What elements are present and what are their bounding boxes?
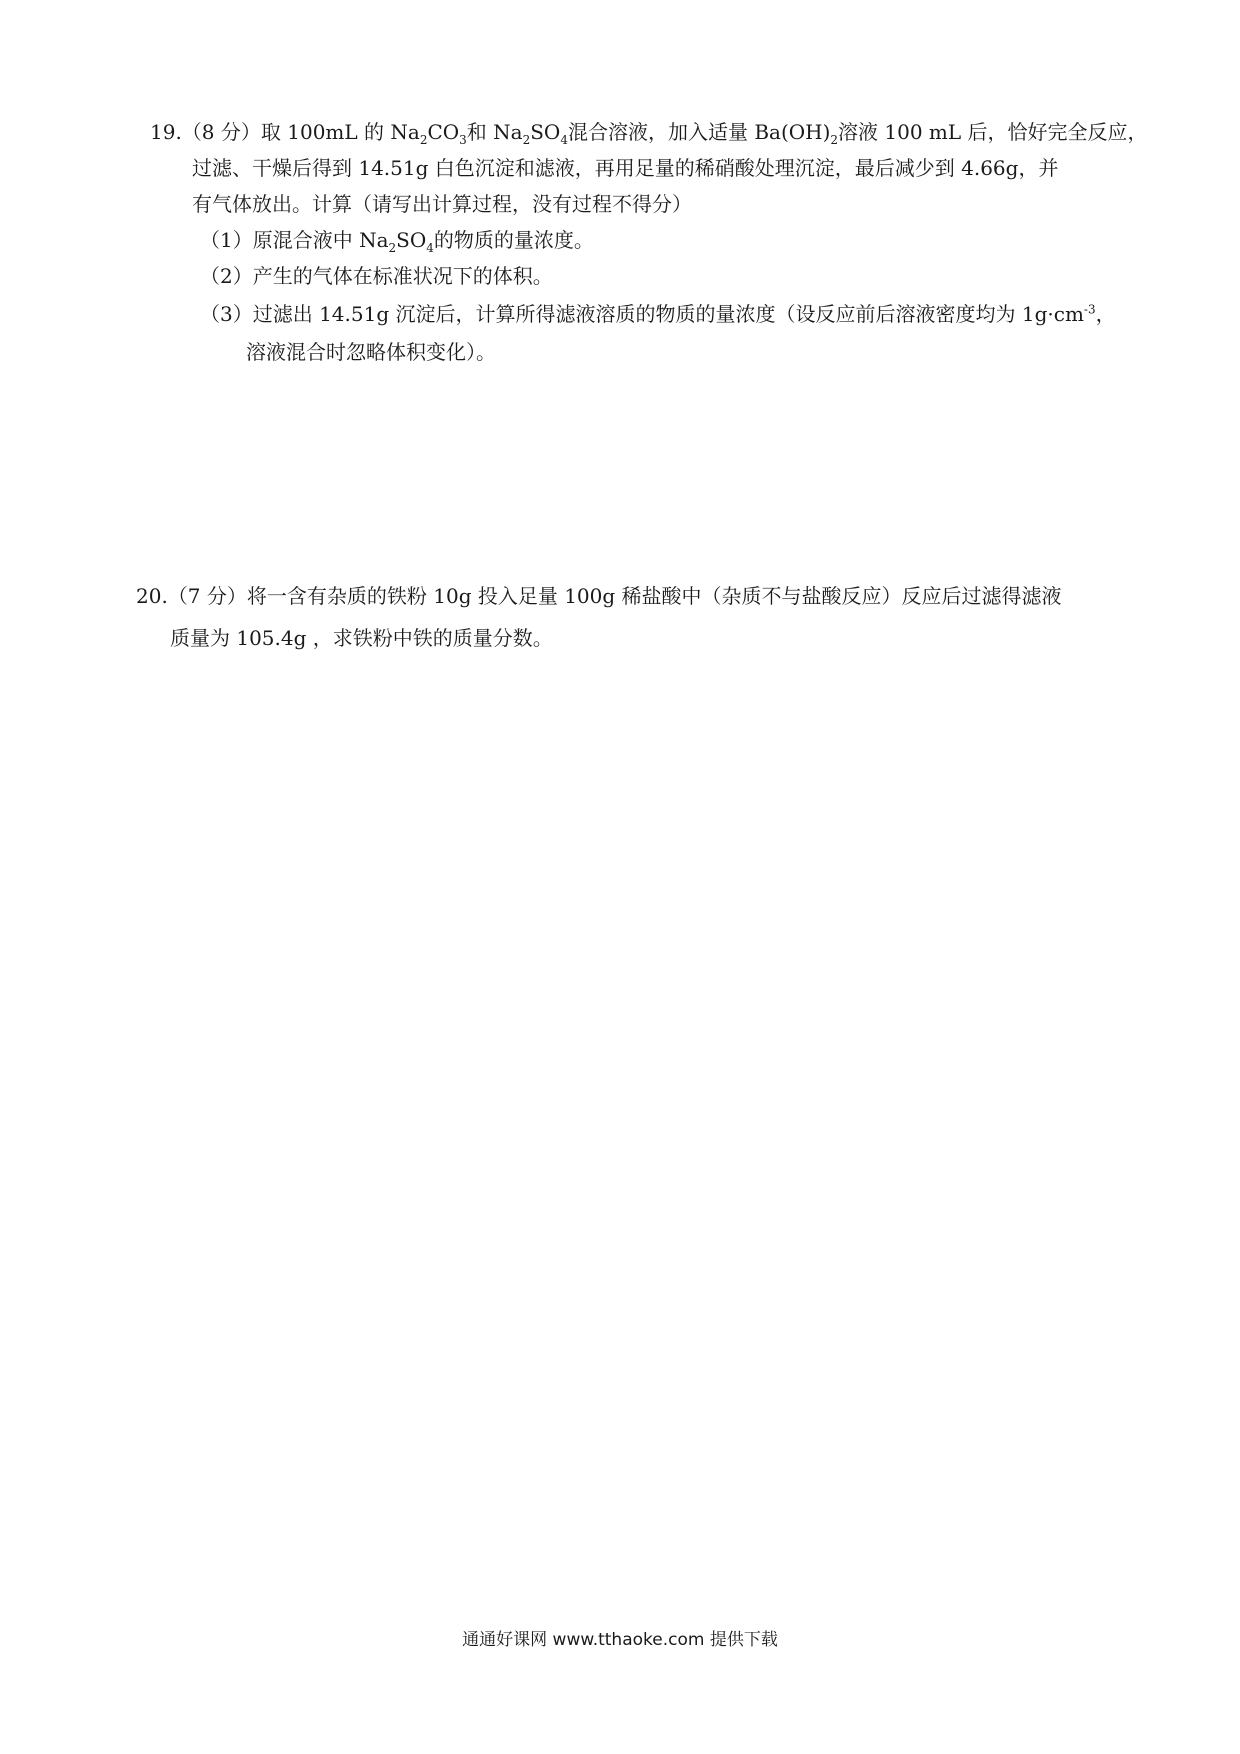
subscript: 4	[426, 241, 434, 255]
q20-line-1: 20.（7 分）将一含有杂质的铁粉 10g 投入足量 100g 稀盐酸中（杂质不与盐酸反应）反应后过滤得滤液	[136, 584, 1062, 608]
q19-sub-question-2: （2）产生的气体在标准状况下的体积。	[200, 264, 553, 288]
q19-sub-1-text-a: （1）原混合液中 Na	[200, 228, 389, 252]
q19-sub-3-text-a: （3）过滤出 14.51g 沉淀后，计算所得滤液溶质的物质的量浓度（设反应前后溶液密度均为 1g·cm	[200, 302, 1084, 326]
q19-line-2: 过滤、干燥后得到 14.51g 白色沉淀和滤液，再用足量的稀硝酸处理沉淀，最后减少到 4.66g，并	[192, 156, 1059, 180]
superscript: -3	[1083, 302, 1096, 317]
subscript: 2	[522, 133, 531, 147]
q19-sub-1-text-b: SO	[396, 228, 427, 252]
q20-line-2: 质量为 105.4g ，求铁粉中铁的质量分数。	[170, 626, 553, 650]
q19-line-1-text-a: 19.（8 分）取 100mL 的 Na	[150, 120, 420, 144]
q19-sub-question-1	[200, 226, 594, 254]
subscript: 2	[830, 133, 839, 147]
q19-line-1-text-d: SO	[530, 120, 561, 144]
q19-sub-3-text-b: ，	[1095, 302, 1116, 326]
q19-sub-question-3	[200, 300, 1116, 328]
subscript: 3	[459, 133, 467, 147]
subscript: 2	[419, 133, 428, 147]
q19-line-1-text-f: 溶液 100 mL 后，恰好完全反应，	[838, 120, 1148, 144]
q19-line-1-text-e: 混合溶液，加入适量 Ba(OH)	[567, 120, 831, 144]
q19-sub-1-text-c: 的物质的量浓度。	[433, 228, 594, 252]
subscript: 4	[560, 133, 568, 147]
q19-line-1-text-b: CO	[427, 120, 460, 144]
footer-credit: 通通好课网 www.tthaoke.com 提供下载	[462, 1630, 778, 1650]
q19-sub-question-3-continued: 溶液混合时忽略体积变化）。	[246, 340, 496, 364]
q19-line-1-text-c: 和 Na	[466, 120, 523, 144]
q19-line-3: 有气体放出。计算（请写出计算过程，没有过程不得分）	[192, 192, 692, 216]
subscript: 2	[388, 241, 397, 255]
q19-line-1	[150, 118, 1148, 146]
